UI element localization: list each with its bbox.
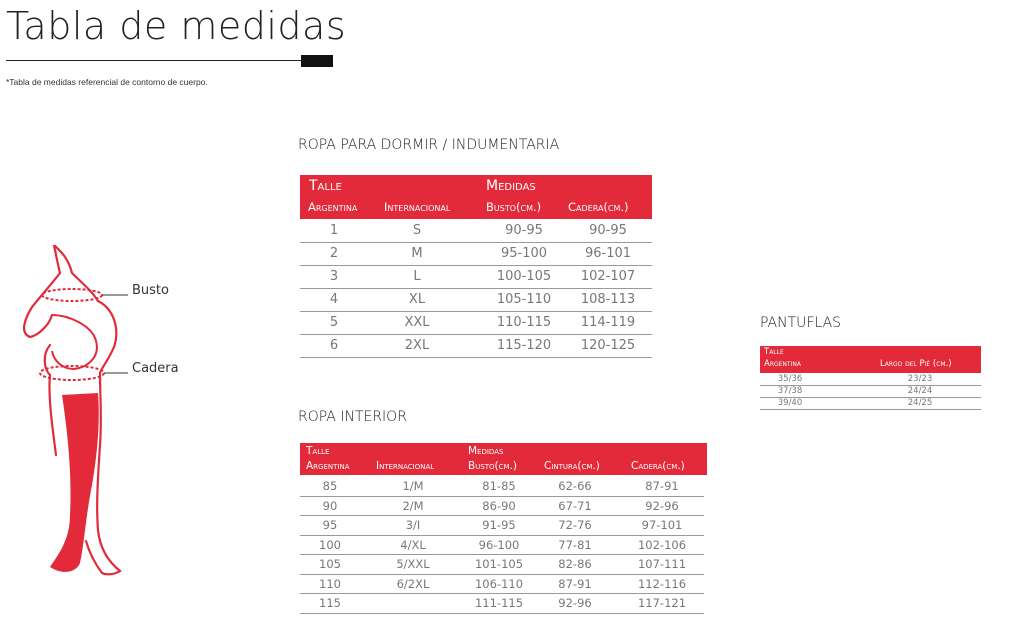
- dormir-h-talle: Talle: [309, 178, 342, 194]
- table-cell: 37/38: [777, 386, 803, 396]
- table-cell: 96-101: [584, 246, 632, 261]
- table-row: [300, 289, 652, 312]
- table-cell: 90-95: [589, 223, 627, 238]
- table-cell: S: [412, 223, 422, 238]
- title-underline: [6, 60, 306, 61]
- table-cell: 101-105: [474, 557, 524, 571]
- table-row: [300, 594, 704, 614]
- table-cell: 102-107: [580, 269, 636, 284]
- table-cell: 105-110: [496, 292, 552, 307]
- table-cell: 1/M: [402, 479, 424, 493]
- pregnant-body-outline-icon: [10, 245, 130, 584]
- table-cell: 24/24: [907, 386, 933, 396]
- dormir-h-internacional: Internacional: [384, 200, 451, 214]
- dormir-title: ROPA PARA DORMIR / INDUMENTARIA: [298, 137, 560, 153]
- interior-h-busto: Busto(cm.): [468, 460, 518, 472]
- measurement-note: *Tabla de medidas referencial de contorno de cuerpo.: [6, 77, 208, 87]
- table-cell: 107-111: [637, 557, 687, 571]
- table-cell: 115-120: [496, 338, 552, 353]
- table-cell: 117-121: [637, 596, 687, 610]
- table-row: [300, 516, 704, 536]
- table-cell: 81-85: [482, 479, 516, 493]
- table-cell: 102-106: [637, 537, 687, 552]
- table-cell: 86-90: [482, 498, 516, 513]
- table-cell: 105: [319, 557, 341, 571]
- table-cell: 87-91: [558, 576, 592, 591]
- interior-h-medidas: Medidas: [468, 445, 504, 457]
- table-cell: 87-91: [645, 479, 679, 493]
- interior-h-cadera: Cadera(cm.): [631, 460, 685, 472]
- interior-title: ROPA INTERIOR: [298, 409, 407, 425]
- interior-h-internacional: Internacional: [376, 460, 435, 472]
- table-row: [760, 398, 981, 410]
- table-cell: 67-71: [558, 498, 592, 513]
- table-row: [300, 477, 704, 497]
- table-cell: 24/25: [907, 398, 933, 408]
- table-cell: 95: [322, 518, 338, 532]
- table-cell: 6: [329, 338, 339, 353]
- table-cell: 62-66: [558, 479, 592, 493]
- table-cell: L: [413, 269, 421, 284]
- table-row: [760, 374, 981, 386]
- table-cell: 39/40: [777, 398, 803, 408]
- table-cell: 92-96: [645, 498, 679, 513]
- table-cell: 114-119: [580, 315, 636, 330]
- table-cell: 96-100: [478, 537, 520, 552]
- table-cell: 4: [329, 292, 339, 307]
- table-cell: 106-110: [474, 576, 524, 591]
- table-cell: 110-115: [496, 315, 552, 330]
- busto-label: Busto: [132, 283, 169, 298]
- table-cell: 3/I: [405, 518, 421, 532]
- table-cell: 2: [329, 246, 339, 261]
- table-cell: 2XL: [404, 338, 430, 353]
- table-cell: 92-96: [558, 596, 592, 610]
- pantuflas-h-argentina: Argentina: [764, 359, 801, 369]
- table-cell: 110: [319, 576, 341, 591]
- title-accent-bar: [301, 55, 333, 67]
- dormir-h-cadera: Cadera(cm.): [568, 200, 629, 214]
- pantuflas-title: PANTUFLAS: [760, 315, 842, 331]
- table-cell: 5: [329, 315, 339, 330]
- table-cell: 82-86: [558, 557, 592, 571]
- pantuflas-h-talle: Talle: [764, 347, 784, 357]
- interior-h-argentina: Argentina: [306, 460, 350, 472]
- table-row: [300, 555, 704, 575]
- table-cell: 111-115: [474, 596, 524, 610]
- table-cell: 90-95: [505, 223, 543, 238]
- table-cell: 91-95: [482, 518, 516, 532]
- table-row: [300, 575, 704, 595]
- table-row: [300, 335, 652, 358]
- interior-h-talle: Talle: [306, 445, 330, 457]
- table-row: [300, 266, 652, 289]
- table-cell: 100-105: [496, 269, 552, 284]
- table-row: [300, 497, 704, 517]
- table-cell: 120-125: [580, 338, 636, 353]
- dormir-header: [300, 175, 652, 219]
- table-cell: 2/M: [402, 498, 424, 513]
- table-cell: 1: [329, 223, 339, 238]
- table-row: [300, 536, 704, 556]
- table-cell: 3: [329, 269, 339, 284]
- table-row: [300, 312, 652, 335]
- table-cell: XXL: [404, 315, 430, 330]
- table-row: [760, 386, 981, 398]
- table-cell: M: [411, 246, 423, 261]
- table-cell: XL: [408, 292, 426, 307]
- table-cell: 72-76: [558, 518, 592, 532]
- table-cell: 5/XXL: [396, 557, 430, 571]
- table-cell: 85: [322, 479, 338, 493]
- table-cell: 115: [319, 596, 341, 610]
- dormir-h-medidas: Medidas: [486, 178, 536, 194]
- dormir-h-argentina: Argentina: [308, 200, 358, 214]
- page-title: Tabla de medidas: [6, 4, 347, 48]
- table-cell: 4/XL: [400, 537, 426, 552]
- table-cell: 100: [319, 537, 341, 552]
- table-cell: 23/23: [907, 374, 933, 384]
- table-cell: 6/2XL: [396, 576, 430, 591]
- table-cell: 108-113: [580, 292, 636, 307]
- dormir-h-busto: Busto(cm.): [486, 200, 542, 214]
- table-cell: 97-101: [641, 518, 683, 532]
- table-row: [300, 243, 652, 266]
- table-cell: 77-81: [558, 537, 592, 552]
- table-row: [300, 220, 652, 243]
- table-cell: 112-116: [637, 576, 687, 591]
- cadera-label: Cadera: [132, 361, 179, 376]
- pantuflas-h-largo: Largo del Pié (cm.): [880, 359, 952, 369]
- interior-header: [300, 443, 707, 475]
- interior-h-cintura: Cintura(cm.): [544, 460, 600, 472]
- table-cell: 95-100: [500, 246, 548, 261]
- table-cell: 35/36: [777, 374, 803, 384]
- table-cell: 90: [322, 498, 338, 513]
- pantuflas-header: [760, 346, 981, 373]
